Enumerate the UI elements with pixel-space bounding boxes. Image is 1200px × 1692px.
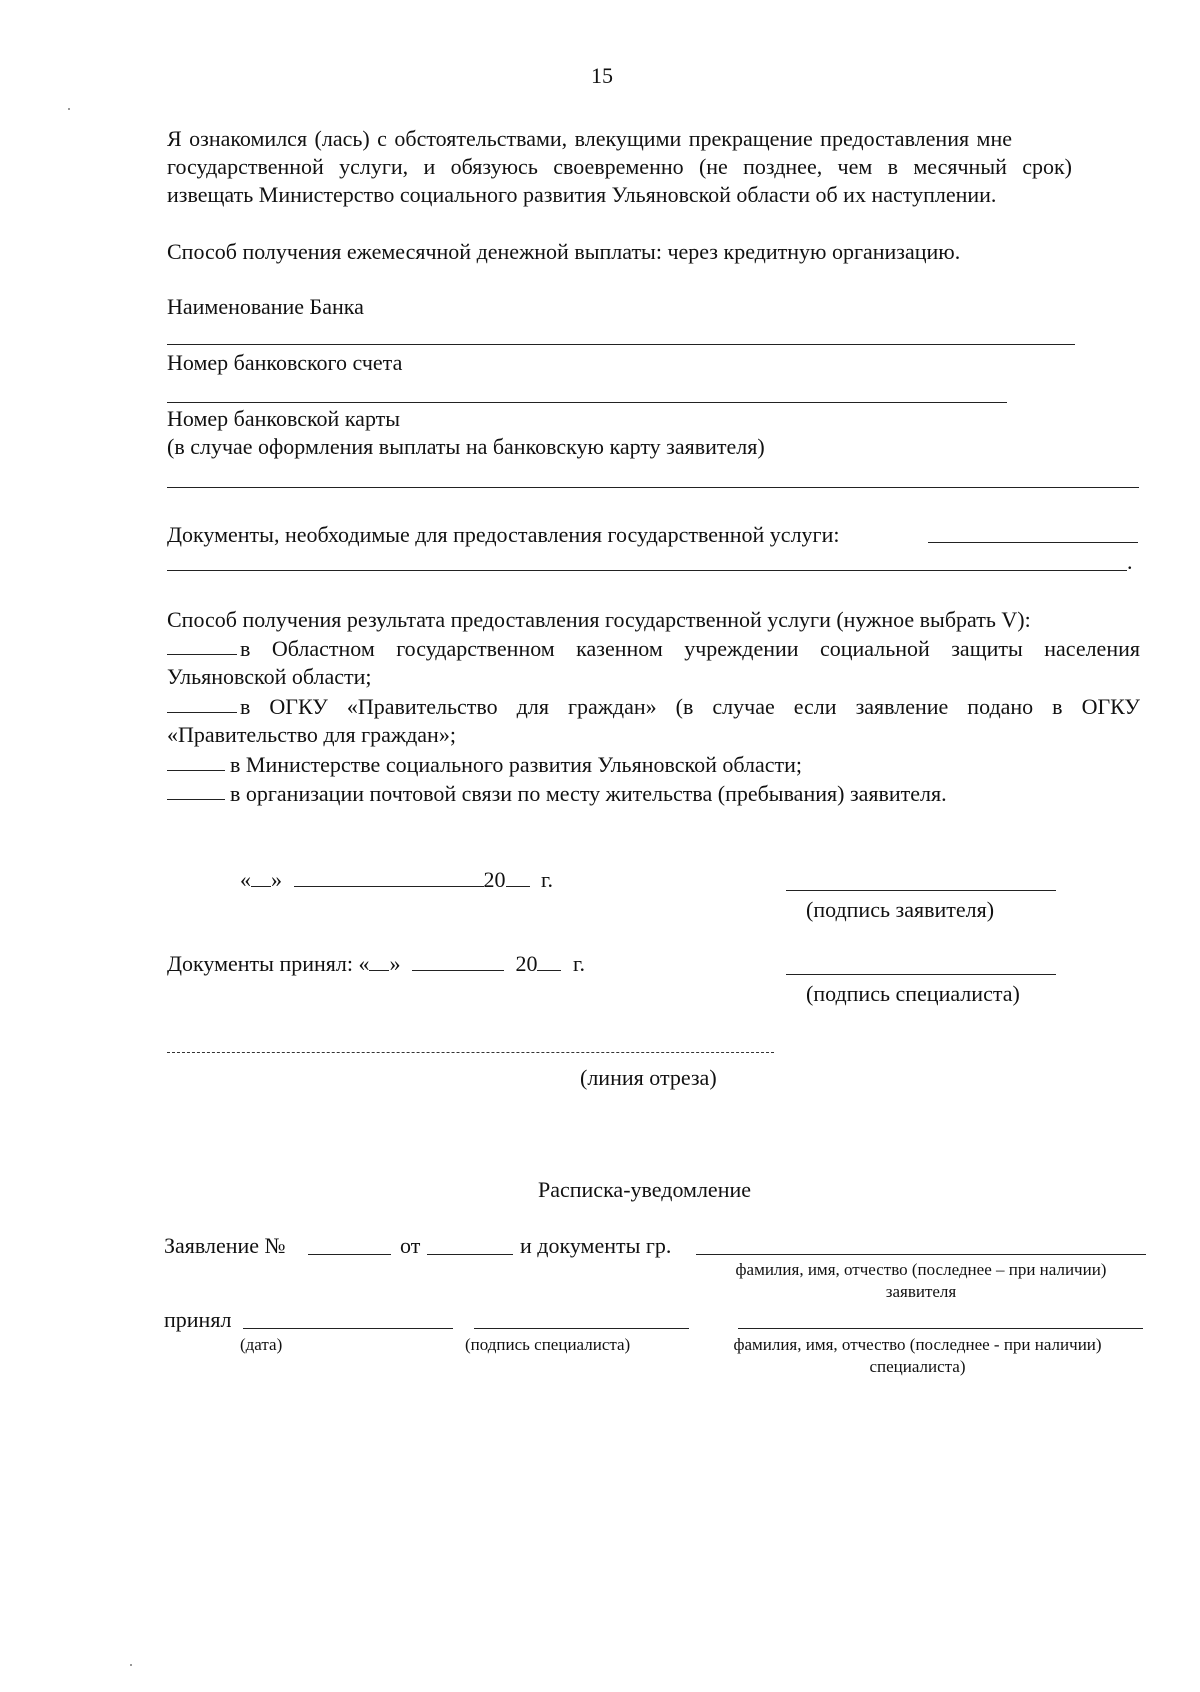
accepted-year-suffix: г. (572, 951, 586, 976)
applicant-name-caption-2: заявителя (885, 1282, 957, 1301)
payment-method-text: Способ получения ежемесячной денежной выплаты: через кредитную организацию. (167, 239, 961, 264)
specialist-signature-field[interactable] (786, 974, 1056, 975)
applicant-signature-caption: (подпись заявителя) (806, 897, 995, 922)
accepted-signature-caption: (подпись специалиста) (465, 1335, 631, 1354)
receipt-title: Расписка-уведомление (538, 1177, 752, 1202)
option-3-text: в Министерстве социального развития Ульяновской области; (230, 752, 802, 777)
documents-accepted-date (167, 950, 585, 978)
specialist-name-field[interactable] (738, 1328, 1143, 1329)
option-4-text: в организации почтовой связи по месту жительства (пребывания) заявителя. (230, 781, 947, 806)
scan-speck (68, 108, 70, 110)
accepted-year-prefix: 20 (515, 951, 538, 976)
card-number-label: Номер банковской карты (167, 406, 401, 431)
specialist-name-caption-2: специалиста) (869, 1357, 966, 1376)
acknowledgement-line-1: Я ознакомился (лась) с обстоятельствами, влекущими прекращение предоставления мне (167, 126, 1012, 151)
accepted-signature-field[interactable] (474, 1328, 689, 1329)
account-number-field[interactable] (167, 402, 1007, 403)
page-number: 15 (591, 63, 613, 88)
acknowledgement-line-3: извещать Министерство социального развития Ульяновской области об их наступлении. (167, 182, 997, 207)
card-number-note: (в случае оформления выплаты на банковскую карту заявителя) (167, 434, 765, 459)
applicant-signature-field[interactable] (786, 890, 1056, 891)
date-year-field[interactable] (506, 866, 530, 887)
applicant-date (240, 866, 553, 894)
date-day-field[interactable] (251, 866, 271, 887)
option-3-checkbox[interactable] (167, 770, 225, 771)
accepted-by-label: принял (164, 1307, 232, 1332)
documents-of-citizen-label: и документы гр. (520, 1233, 672, 1258)
accepted-date-caption: (дата) (240, 1335, 283, 1354)
option-4-checkbox[interactable] (167, 799, 225, 800)
specialist-name-caption-1: фамилия, имя, отчество (последнее - при наличии) (733, 1335, 1102, 1354)
documents-field-1[interactable] (928, 542, 1138, 543)
date-close-quote: » (271, 867, 282, 892)
applicant-name-caption-1: фамилия, имя, отчество (последнее – при наличии) (735, 1260, 1107, 1279)
accepted-year-field[interactable] (537, 950, 561, 971)
date-year-prefix: 20 (483, 867, 506, 892)
option-1-line-2: Ульяновской области; (167, 664, 372, 689)
card-number-field[interactable] (167, 487, 1139, 488)
accepted-day-field[interactable] (369, 950, 389, 971)
documents-field-2[interactable] (167, 570, 1127, 571)
application-number-label: Заявление № (164, 1233, 286, 1258)
option-2-checkbox[interactable] (167, 712, 237, 713)
date-open-quote: « (240, 867, 251, 892)
scan-speck (130, 1664, 132, 1666)
option-2-line-1: в ОГКУ «Правительство для граждан» (в случае если заявление подано в ОГКУ (240, 694, 1140, 719)
documents-label: Документы, необходимые для предоставления государственной услуги: (167, 522, 840, 547)
application-date-field[interactable] (427, 1254, 513, 1255)
cut-line (167, 1052, 774, 1053)
application-from-label: от (400, 1233, 421, 1258)
option-2-line-2: «Правительство для граждан»; (167, 722, 456, 747)
accepted-date-field[interactable] (243, 1328, 453, 1329)
accepted-month-field[interactable] (412, 950, 504, 971)
accepted-label: Документы принял: « (167, 951, 370, 976)
result-method-heading: Способ получения результата предоставления государственной услуги (нужное выбрать V): (167, 607, 1031, 632)
applicant-name-field[interactable] (696, 1254, 1146, 1255)
cut-line-caption: (линия отреза) (580, 1065, 717, 1090)
documents-end-period: . (1127, 549, 1133, 574)
specialist-signature-caption: (подпись специалиста) (806, 981, 1020, 1006)
date-month-field[interactable] (294, 866, 484, 887)
option-1-line-1: в Областном государственном казенном учреждении социальной защиты населения (240, 636, 1140, 661)
application-number-field[interactable] (308, 1254, 391, 1255)
option-1-checkbox[interactable] (167, 654, 237, 655)
account-number-label: Номер банковского счета (167, 350, 403, 375)
date-year-suffix: г. (541, 867, 554, 892)
bank-name-field[interactable] (167, 344, 1075, 345)
acknowledgement-line-2: государственной услуги, и обязуюсь своевременно (не позднее, чем в месячный срок) (167, 154, 1072, 179)
accepted-close-quote: » (389, 951, 401, 976)
bank-name-label: Наименование Банка (167, 294, 364, 319)
